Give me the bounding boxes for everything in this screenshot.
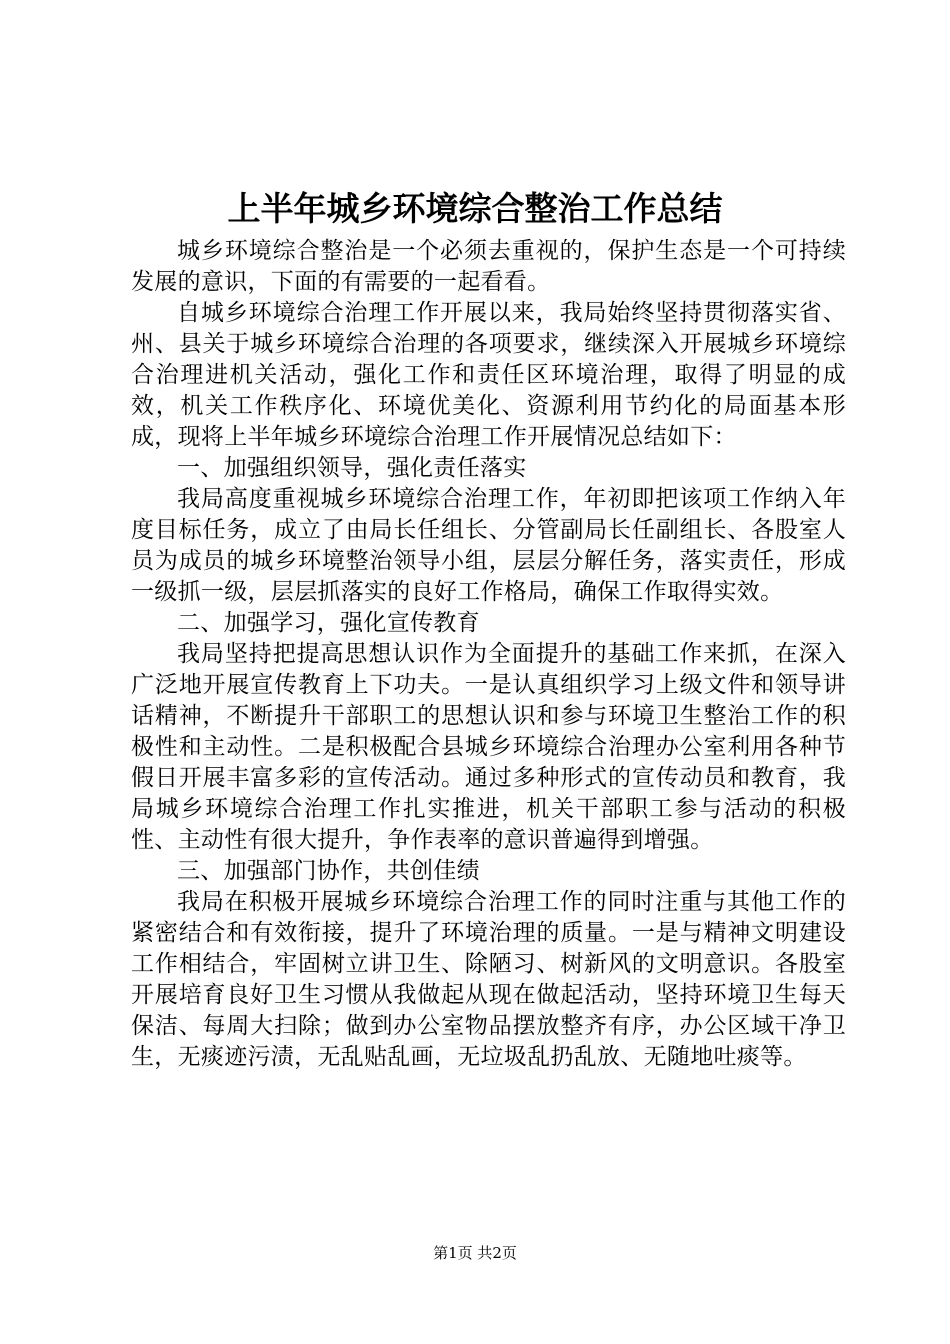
section-heading-1: 一、加强组织领导，强化责任落实: [177, 455, 527, 481]
section-heading-2: 二、加强学习，强化宣传教育: [177, 610, 480, 636]
section-paragraph-1: 我局高度重视城乡环境综合治理工作，年初即把该项工作纳入年度目标任务，成立了由局长任组长、分管副局长任副组长、各股室人员为成员的城乡环境整治领导小组，层层分解任务，落实责任，形成一级抓一级，层层抓落实的良好工作格局，确保工作取得实效。: [131, 486, 846, 605]
document-title: 上半年城乡环境综合整治工作总结: [227, 189, 723, 228]
overview-paragraph: 自城乡环境综合治理工作开展以来，我局始终坚持贯彻落实省、州、县关于城乡环境综合治理的各项要求，继续深入开展城乡环境综合治理进机关活动，强化工作和责任区环境治理，取得了明显的成效，机关工作秩序化、环境优美化、资源利用节约化的局面基本形成，现将上半年城乡环境综合治理工作开展情况总结如下：: [131, 300, 846, 450]
section-heading-3: 三、加强部门协作，共创佳绩: [177, 858, 480, 884]
section-paragraph-2: 我局坚持把提高思想认识作为全面提升的基础工作来抓，在深入广泛地开展宣传教育上下功夫。一是认真组织学习上级文件和领导讲话精神，不断提升干部职工的思想认识和参与环境卫生整治工作的积极性和主动性。二是积极配合县城乡环境综合治理办公室利用各种节假日开展丰富多彩的宣传活动。通过多种形式的宣传动员和教育，我局城乡环境综合治理工作扎实推进，机关干部职工参与活动的积极性、主动性有很大提升，争作表率的意识普遍得到增强。: [131, 641, 846, 853]
section-paragraph-3: 我局在积极开展城乡环境综合治理工作的同时注重与其他工作的紧密结合和有效衔接，提升了环境治理的质量。一是与精神文明建设工作相结合，牢固树立讲卫生、除陋习、树新风的文明意识。各股室开展培育良好卫生习惯从我做起从现在做起活动，坚持环境卫生每天保洁、每周大扫除；做到办公室物品摆放整齐有序，办公区域干净卫生，无痰迹污渍，无乱贴乱画，无垃圾乱扔乱放、无随地吐痰等。: [131, 889, 846, 1070]
intro-paragraph: 城乡环境综合整治是一个必须去重视的，保护生态是一个可持续发展的意识，下面的有需要的一起看看。: [131, 238, 846, 295]
page-number-footer: 第1页 共2页: [433, 1244, 517, 1262]
document-body: [131, 236, 846, 1073]
